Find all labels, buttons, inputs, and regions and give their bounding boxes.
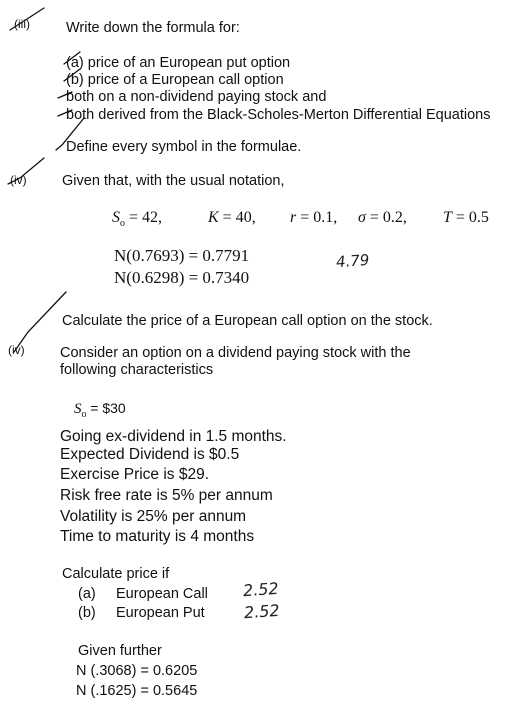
q5-char-3: Risk free rate is 5% per annum: [60, 487, 273, 504]
q5-calc: Calculate price if: [62, 566, 170, 582]
q5-n1: N (.3068) = 0.6205: [76, 663, 198, 679]
q5-option-b-label: (b): [78, 605, 96, 621]
q5-option-a-answer: 2.52: [242, 578, 280, 601]
q3-define: Define every symbol in the formulae.: [66, 139, 302, 155]
q5-char-5: Time to maturity is 4 months: [60, 528, 255, 545]
q3-item-both-1: both on a non-dividend paying stock and: [66, 89, 327, 105]
q5-char-1: Expected Dividend is $0.5: [60, 446, 240, 463]
q3-item-b: (b) price of a European call option: [66, 72, 284, 88]
q5-char-0: Going ex-dividend in 1.5 months.: [60, 428, 287, 445]
q3-item-both-2: both derived from the Black-Scholes-Merton Differential Equations: [66, 107, 491, 123]
param-t: T = 0.5: [443, 209, 489, 226]
q5-intro-2: following characteristics: [60, 362, 214, 378]
q5-option-b-name: European Put: [116, 605, 205, 621]
param-k: K = 40,: [208, 209, 256, 226]
q4-label: (iv): [10, 173, 27, 187]
q4-task: Calculate the price of a European call option on the stock.: [62, 313, 433, 329]
param-s0: $S_o = 42$,: [112, 209, 163, 230]
q4-n1: N(0.7693) = 0.7791: [114, 246, 250, 265]
q5-label: (iv): [8, 343, 25, 357]
q3-label: (iii): [14, 17, 30, 31]
q5-char-4: Volatility is 25% per annum: [60, 508, 247, 525]
q4-given: Given that, with the usual notation,: [62, 173, 285, 189]
q5-option-a-name: European Call: [116, 586, 208, 602]
q5-intro-1: Consider an option on a dividend paying stock with the: [60, 345, 411, 361]
q5-option-b-answer: 2.52: [243, 600, 281, 623]
q4-n2: N(0.6298) = 0.7340: [114, 268, 250, 287]
q3-item-a: (a) price of an European put option: [66, 55, 291, 71]
q4-handwritten-answer: 4.79: [335, 250, 370, 272]
q5-option-a-label: (a): [78, 586, 96, 602]
q5-char-2: Exercise Price is $29.: [60, 466, 210, 483]
q3-intro: Write down the formula for:: [66, 20, 240, 36]
q5-given-further: Given further: [78, 643, 162, 659]
q5-s0: $S_o$ = $30: [74, 400, 126, 420]
param-sigma: σ = 0.2,: [358, 209, 407, 226]
q5-n2: N (.1625) = 0.5645: [76, 683, 198, 699]
param-r: r = 0.1,: [290, 209, 338, 226]
